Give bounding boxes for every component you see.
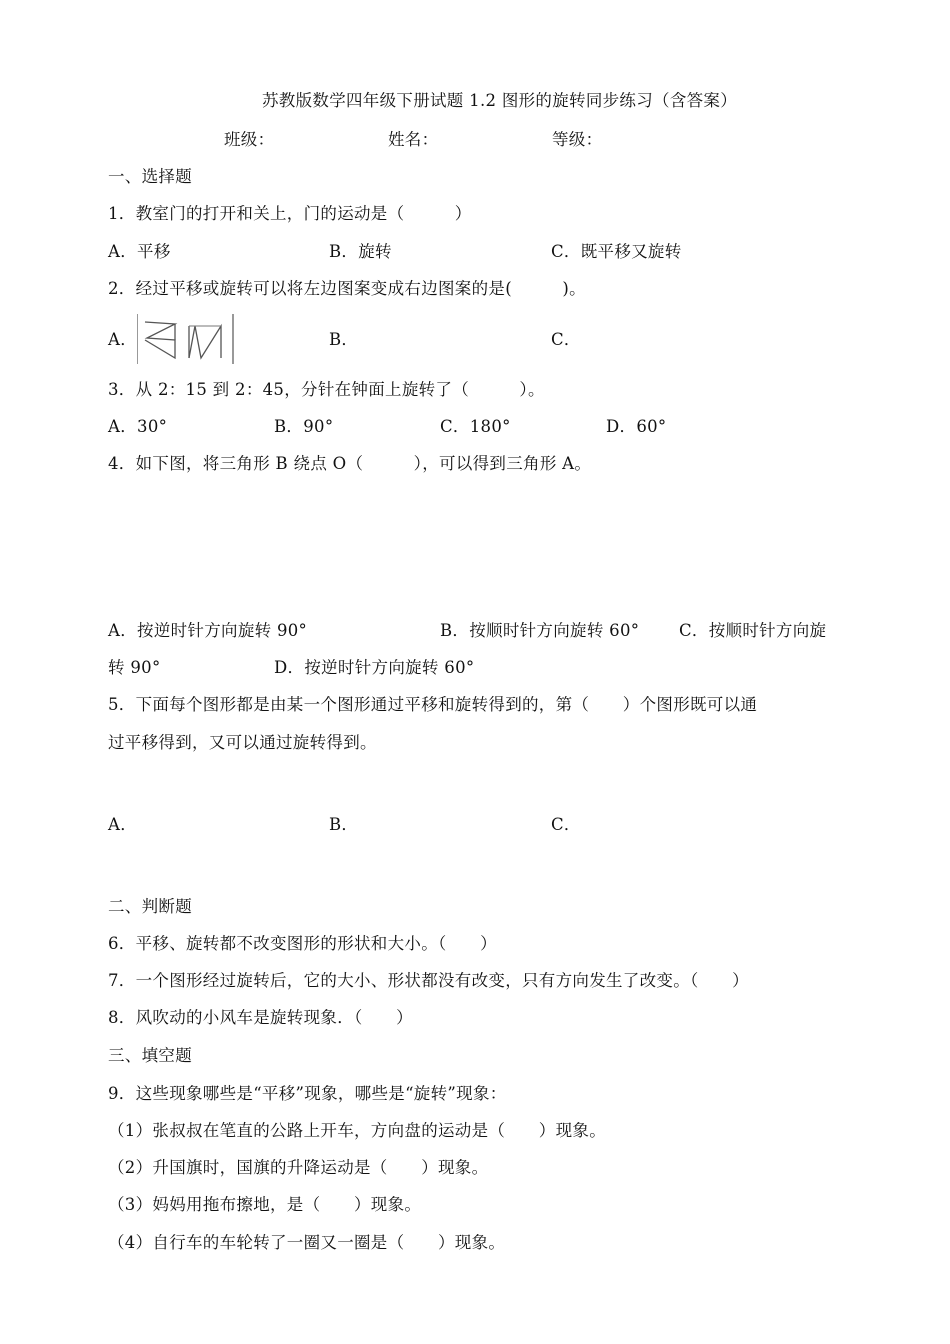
q5-option-b: B． <box>329 815 359 834</box>
q5-option-a: A． <box>108 815 138 834</box>
section-heading-choice: 一、选择题 <box>108 167 192 186</box>
class-label: 班级： <box>224 130 275 149</box>
question-5-line-1: 5．下面每个图形都是由某一个图形通过平移和旋转得到的，第（ ）个图形既可以通 <box>108 695 758 714</box>
question-9-part-3: （3）妈妈用拖布擦地，是（ ）现象。 <box>108 1195 422 1214</box>
question-9-part-4: （4）自行车的车轮转了一圈又一圈是（ ）现象。 <box>108 1233 506 1252</box>
question-6: 6．平移、旋转都不改变图形的形状和大小。（ ） <box>108 934 497 953</box>
q2-option-b: B． <box>329 330 359 349</box>
q2-option-a-figure <box>137 314 234 364</box>
q2-option-c: C． <box>551 330 581 349</box>
q1-option-b: B．旋转 <box>329 242 392 261</box>
q4-option-d: D．按逆时针方向旋转 60° <box>274 658 475 677</box>
question-4: 4．如下图，将三角形 B 绕点 O（ ），可以得到三角形 A。 <box>108 454 592 473</box>
question-1: 1．教室门的打开和关上，门的运动是（ ） <box>108 204 472 223</box>
question-3: 3．从 2：15 到 2：45，分针在钟面上旋转了（ ）。 <box>108 380 545 399</box>
question-9-part-2: （2）升国旗时，国旗的升降运动是（ ）现象。 <box>108 1158 489 1177</box>
question-7: 7．一个图形经过旋转后，它的大小、形状都没有改变，只有方向发生了改变。（ ） <box>108 971 749 990</box>
q1-option-a: A．平移 <box>108 242 171 261</box>
grade-label: 等级： <box>552 130 603 149</box>
q1-option-c: C．既平移又旋转 <box>551 242 682 261</box>
question-9-part-1: （1）张叔叔在笔直的公路上开车，方向盘的运动是（ ）现象。 <box>108 1121 606 1140</box>
q3-option-a: A．30° <box>108 417 168 436</box>
q3-option-c: C．180° <box>440 417 511 436</box>
question-5-line-2: 过平移得到，又可以通过旋转得到。 <box>108 733 377 752</box>
q4-option-a: A．按逆时针方向旋转 90° <box>108 621 308 640</box>
question-9: 9．这些现象哪些是“平移”现象，哪些是“旋转”现象： <box>108 1084 507 1103</box>
q4-option-c: C．按顺时针方向旋 <box>679 621 827 640</box>
page-title: 苏教版数学四年级下册试题 1.2 图形的旋转同步练习（含答案） <box>262 91 738 110</box>
q2-option-a: A． <box>108 330 138 349</box>
section-heading-judgment: 二、判断题 <box>108 897 192 916</box>
question-8: 8．风吹动的小风车是旋转现象．（ ） <box>108 1008 413 1027</box>
q4-option-b: B．按顺时针方向旋转 60° <box>440 621 640 640</box>
q3-option-d: D．60° <box>606 417 667 436</box>
question-2: 2．经过平移或旋转可以将左边图案变成右边图案的是( )。 <box>108 279 586 298</box>
name-label: 姓名： <box>388 130 439 149</box>
q3-option-b: B．90° <box>274 417 334 436</box>
section-heading-fill-blank: 三、填空题 <box>108 1046 192 1065</box>
q4-option-c-continued: 转 90° <box>108 658 161 677</box>
q5-option-c: C． <box>551 815 581 834</box>
